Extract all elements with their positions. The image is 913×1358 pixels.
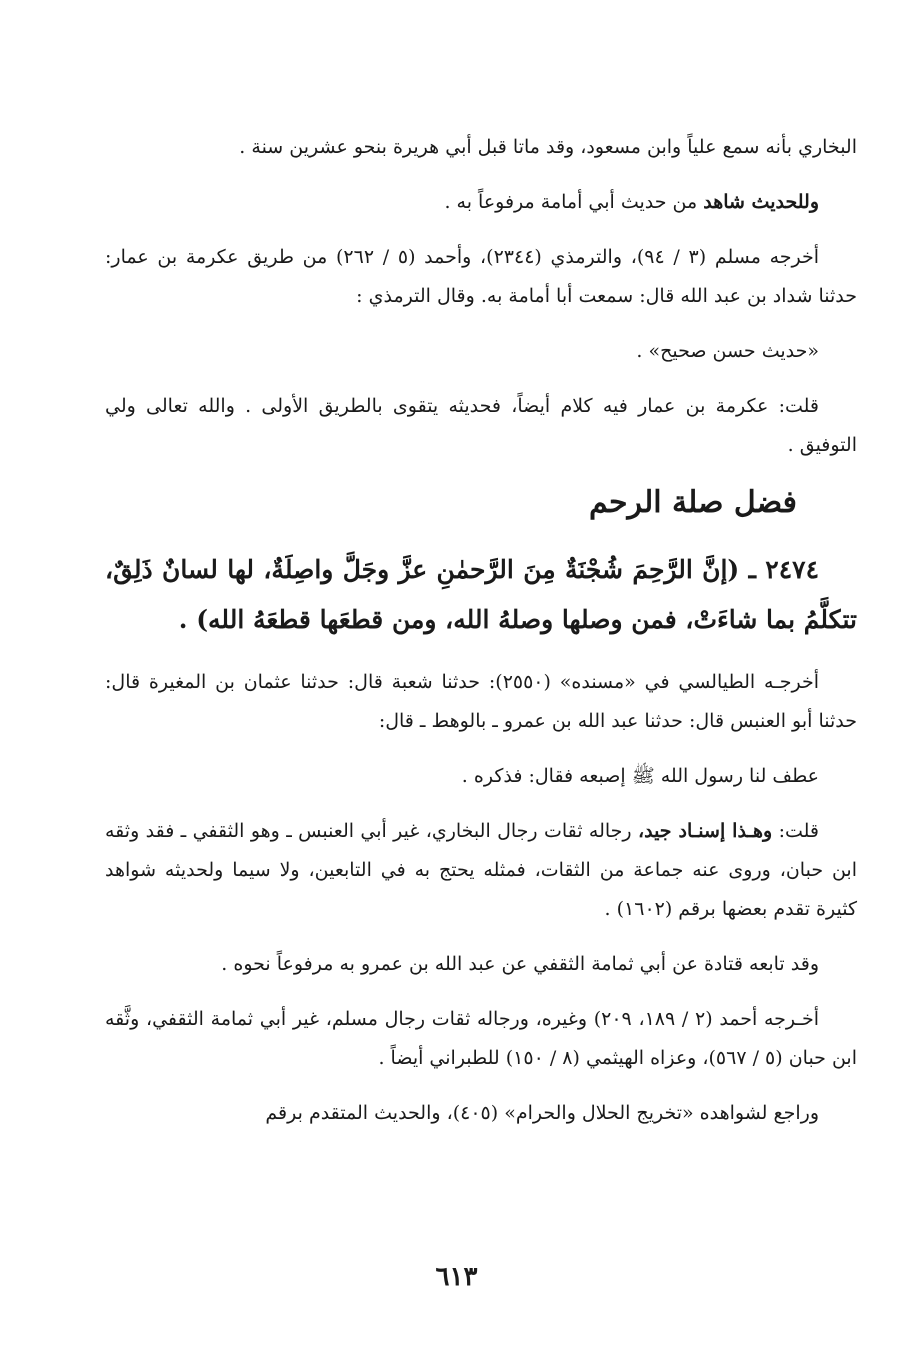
paragraph-3: أخرجه مسلم (٣ / ٩٤)، والترمذي (٢٣٤٤)، وأحمد (٥ / ٢٦٢) من طريق عكرمة بن عمار: حدثنا شداد بن عبد الله قال: سمعت أبا أمامة به. وقال الترمذي : [105,246,857,307]
paragraph-8 [105,812,857,929]
section-title: فضل صلة الرحم [589,485,797,520]
bold-phrase: وهـذا إسنـاد جيد، [637,820,773,842]
paragraph-9: وقد تابعه قتادة عن أبي ثمامة الثقفي عن عبد الله بن عمرو به مرفوعاً نحوه . [221,953,819,975]
paragraph-2 [105,183,857,222]
bold-phrase: وللحديث شاهد [703,191,819,213]
page-number: ٦١٣ [435,1262,478,1292]
paragraph-5: قلت: عكرمة بن عمار فيه كلام أيضاً، فحديثه يتقوى بالطريق الأولى . والله تعالى ولي التوفيق . [105,395,857,456]
paragraph-8-text: رجاله ثقات رجال البخاري، غير أبي العنبس ـ وهو الثقفي ـ فقد وثقه ابن حبان، وروى عنه جماعة من الثقات، فمثله يحتج به في التابعين، ولا سيما ولحديثه شواهد كثيرة تقدم بعضها برقم (١٦٠٢) . [105,820,857,920]
paragraph-10: أخـرجه أحمد (٢ / ١٨٩، ٢٠٩) وغيره، ورجاله ثقات رجال مسلم، غير أبي ثمامة الثقفي، وثَّقه ابن حبان (٥ / ٥٦٧)، وعزاه الهيثمي (٨ / ١٥٠) للطبراني أيضاً . [105,1008,857,1069]
paragraph-6: أخرجـه الطيالسي في «مسنده» (٢٥٥٠): حدثنا شعبة قال: حدثنا عثمان بن المغيرة قال: حدثنا أبو العنبس قال: حدثنا عبد الله بن عمرو ـ بالوهط ـ قال: [105,671,857,732]
hadith-text: ٢٤٧٤ ـ (إنَّ الرَّحِمَ شُجْنَةٌ مِنَ الرَّحمٰنِ عزَّ وجَلَّ واصِلَةٌ، لها لسانٌ ذَلِقٌ، تتكلَّمُ بما شاءَتْ، فمن وصلها وصلهُ الله، ومن قطعَها قطعَهُ الله) . [105,555,857,634]
paragraph-7: عطف لنا رسول الله ﷺ إصبعه فقال: فذكره . [461,765,819,787]
page-body [105,128,857,1149]
paragraph-1: البخاري بأنه سمع علياً وابن مسعود، وقد ماتا قبل أبي هريرة بنحو عشرين سنة . [239,136,857,158]
paragraph-2-text: من حديث أبي أمامة مرفوعاً به . [444,191,704,213]
paragraph-11: وراجع لشواهده «تخريج الحلال والحرام» (٤٠٥)، والحديث المتقدم برقم [265,1102,819,1124]
paragraph-8-lead: قلت: [772,820,819,842]
paragraph-4: «حديث حسن صحيح» . [636,340,819,362]
